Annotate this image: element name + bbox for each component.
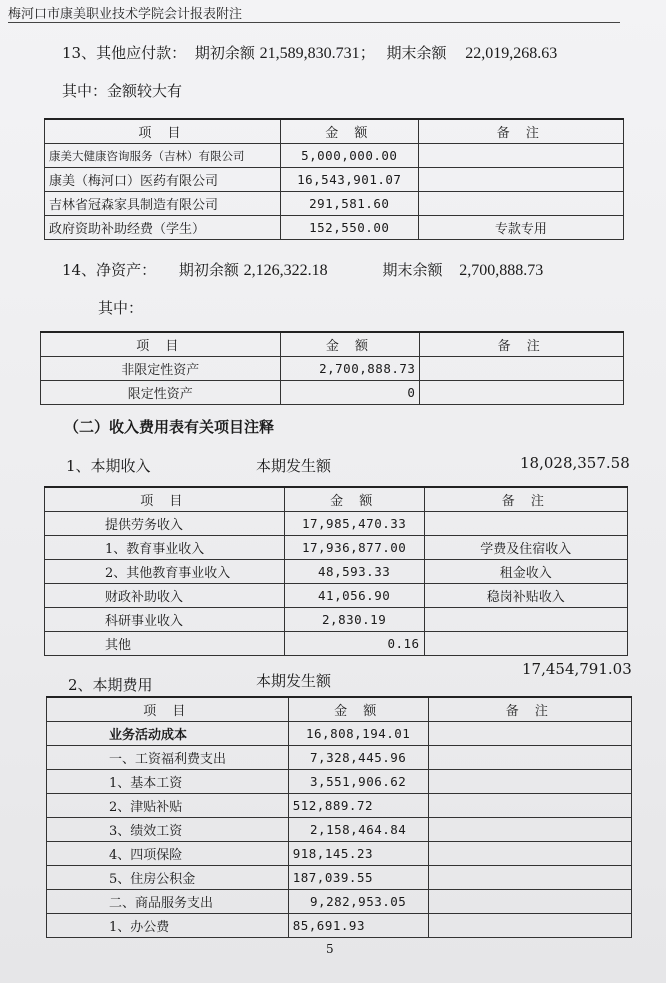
row-item: 5、住房公积金 [47, 866, 289, 890]
table-header-row [45, 487, 628, 512]
sec13-close-value: 22,019,268.63 [465, 45, 558, 62]
expense-summary [68, 674, 153, 695]
row-note [418, 192, 623, 216]
table-row [47, 722, 632, 746]
row-note [424, 632, 627, 656]
sec14-sub: 其中： [98, 299, 144, 317]
row-item: 非限定性资产 [41, 357, 281, 381]
row-amount: 17,936,877.00 [284, 536, 424, 560]
sec13-summary [62, 40, 557, 63]
table-row [45, 144, 624, 168]
header-note: 备 注 [424, 487, 627, 512]
row-note [424, 512, 627, 536]
header-amount: 金 额 [280, 119, 418, 144]
row-amount: 187,039.55 [288, 866, 428, 890]
income-label: 1、本期收入 [66, 457, 151, 475]
income-amount-value: 18,028,357.58 [520, 454, 630, 472]
expense-table [46, 696, 632, 938]
header-item: 项 目 [45, 119, 281, 144]
table-row [47, 794, 632, 818]
table-row [47, 770, 632, 794]
row-item: 业务活动成本 [47, 722, 289, 746]
row-item: 吉林省冠森家具制造有限公司 [45, 192, 281, 216]
row-note: 租金收入 [424, 560, 627, 584]
part2-title: （二）收入费用表有关项目注释 [64, 418, 275, 436]
row-note [424, 608, 627, 632]
row-note [428, 818, 631, 842]
table-row [45, 168, 624, 192]
income-table [44, 486, 628, 656]
row-amount: 3,551,906.62 [288, 770, 428, 794]
table-row [45, 216, 624, 240]
row-amount: 48,593.33 [284, 560, 424, 584]
header-note: 备 注 [418, 119, 623, 144]
row-item: 4、四项保险 [47, 842, 289, 866]
sec13-table [44, 118, 624, 240]
row-amount: 2,700,888.73 [280, 357, 420, 381]
row-note [428, 866, 631, 890]
table-header-row [41, 332, 624, 357]
table-row [45, 584, 628, 608]
row-amount: 7,328,445.96 [288, 746, 428, 770]
table-header-row [47, 697, 632, 722]
row-amount: 2,830.19 [284, 608, 424, 632]
row-item: 其他 [45, 632, 285, 656]
header-note: 备 注 [428, 697, 631, 722]
row-item: 1、基本工资 [47, 770, 289, 794]
income-amount-label: 本期发生额 [256, 457, 332, 475]
table-row [47, 818, 632, 842]
row-item: 科研事业收入 [45, 608, 285, 632]
table-row [47, 866, 632, 890]
row-amount: 17,985,470.33 [284, 512, 424, 536]
table-row [45, 560, 628, 584]
sec13-open-label: 期初余额 [194, 44, 255, 62]
row-item: 2、其他教育事业收入 [45, 560, 285, 584]
row-item: 二、商品服务支出 [47, 890, 289, 914]
sec14-table [40, 331, 624, 405]
page-header: 梅河口市康美职业技术学院会计报表附注 [8, 7, 243, 22]
row-note: 学费及住宿收入 [424, 536, 627, 560]
row-amount: 85,691.93 [288, 914, 428, 938]
sec13-close-label: 期末余额 [386, 44, 447, 62]
row-note [428, 914, 631, 938]
row-item: 财政补助收入 [45, 584, 285, 608]
row-note [420, 381, 624, 405]
row-note [428, 722, 631, 746]
row-note [428, 842, 631, 866]
table-row [45, 632, 628, 656]
sec14-close-value: 2,700,888.73 [459, 262, 544, 279]
sec13-open-value: 21,589,830.731； [259, 45, 376, 62]
expense-amount-value: 17,454,791.03 [522, 660, 632, 678]
row-amount: 0 [280, 381, 420, 405]
table-row [45, 536, 628, 560]
sec13-label: 13、其他应付款： [62, 44, 187, 62]
row-item: 康美（梅河口）医药有限公司 [45, 168, 281, 192]
row-note [428, 746, 631, 770]
table-row [45, 512, 628, 536]
row-note [428, 794, 631, 818]
page-number: 5 [326, 942, 334, 956]
row-note [418, 144, 623, 168]
sec14-open-label: 期初余额 [178, 261, 239, 279]
row-amount: 9,282,953.05 [288, 890, 428, 914]
row-item: 限定性资产 [41, 381, 281, 405]
table-row [47, 890, 632, 914]
table-row [41, 381, 624, 405]
row-amount: 0.16 [284, 632, 424, 656]
income-summary [66, 455, 151, 476]
expense-label: 2、本期费用 [68, 676, 153, 694]
row-item: 提供劳务收入 [45, 512, 285, 536]
row-amount: 5,000,000.00 [280, 144, 418, 168]
row-note [428, 890, 631, 914]
header-rule [8, 22, 620, 23]
row-note: 稳岗补贴收入 [424, 584, 627, 608]
row-amount: 16,808,194.01 [288, 722, 428, 746]
row-amount: 41,056.90 [284, 584, 424, 608]
expense-amount-label: 本期发生额 [256, 672, 332, 690]
header-note: 备 注 [420, 332, 624, 357]
table-row [41, 357, 624, 381]
table-row [47, 914, 632, 938]
sec14-label: 14、净资产： [62, 261, 157, 279]
table-row [47, 746, 632, 770]
sec14-summary [62, 259, 543, 280]
sec13-sub: 其中：金额较大有 [62, 82, 183, 100]
row-item: 康美大健康咨询服务（吉林）有限公司 [45, 144, 281, 168]
table-row [45, 608, 628, 632]
row-amount: 512,889.72 [288, 794, 428, 818]
header-amount: 金 额 [284, 487, 424, 512]
row-item: 1、办公费 [47, 914, 289, 938]
header-amount: 金 额 [280, 332, 420, 357]
row-note [420, 357, 624, 381]
header-item: 项 目 [41, 332, 281, 357]
row-item: 2、津贴补贴 [47, 794, 289, 818]
row-item: 政府资助补助经费（学生） [45, 216, 281, 240]
header-amount: 金 额 [288, 697, 428, 722]
header-item: 项 目 [45, 487, 285, 512]
row-note [428, 770, 631, 794]
row-note: 专款专用 [418, 216, 623, 240]
table-row [45, 192, 624, 216]
row-amount: 152,550.00 [280, 216, 418, 240]
sec14-close-label: 期末余额 [382, 261, 443, 279]
header-item: 项 目 [47, 697, 289, 722]
row-amount: 2,158,464.84 [288, 818, 428, 842]
row-item: 3、绩效工资 [47, 818, 289, 842]
row-item: 一、工资福利费支出 [47, 746, 289, 770]
table-header-row [45, 119, 624, 144]
row-amount: 291,581.60 [280, 192, 418, 216]
table-row [47, 842, 632, 866]
row-note [418, 168, 623, 192]
sec14-open-value: 2,126,322.18 [243, 262, 328, 279]
row-amount: 918,145.23 [288, 842, 428, 866]
row-item: 1、教育事业收入 [45, 536, 285, 560]
row-amount: 16,543,901.07 [280, 168, 418, 192]
